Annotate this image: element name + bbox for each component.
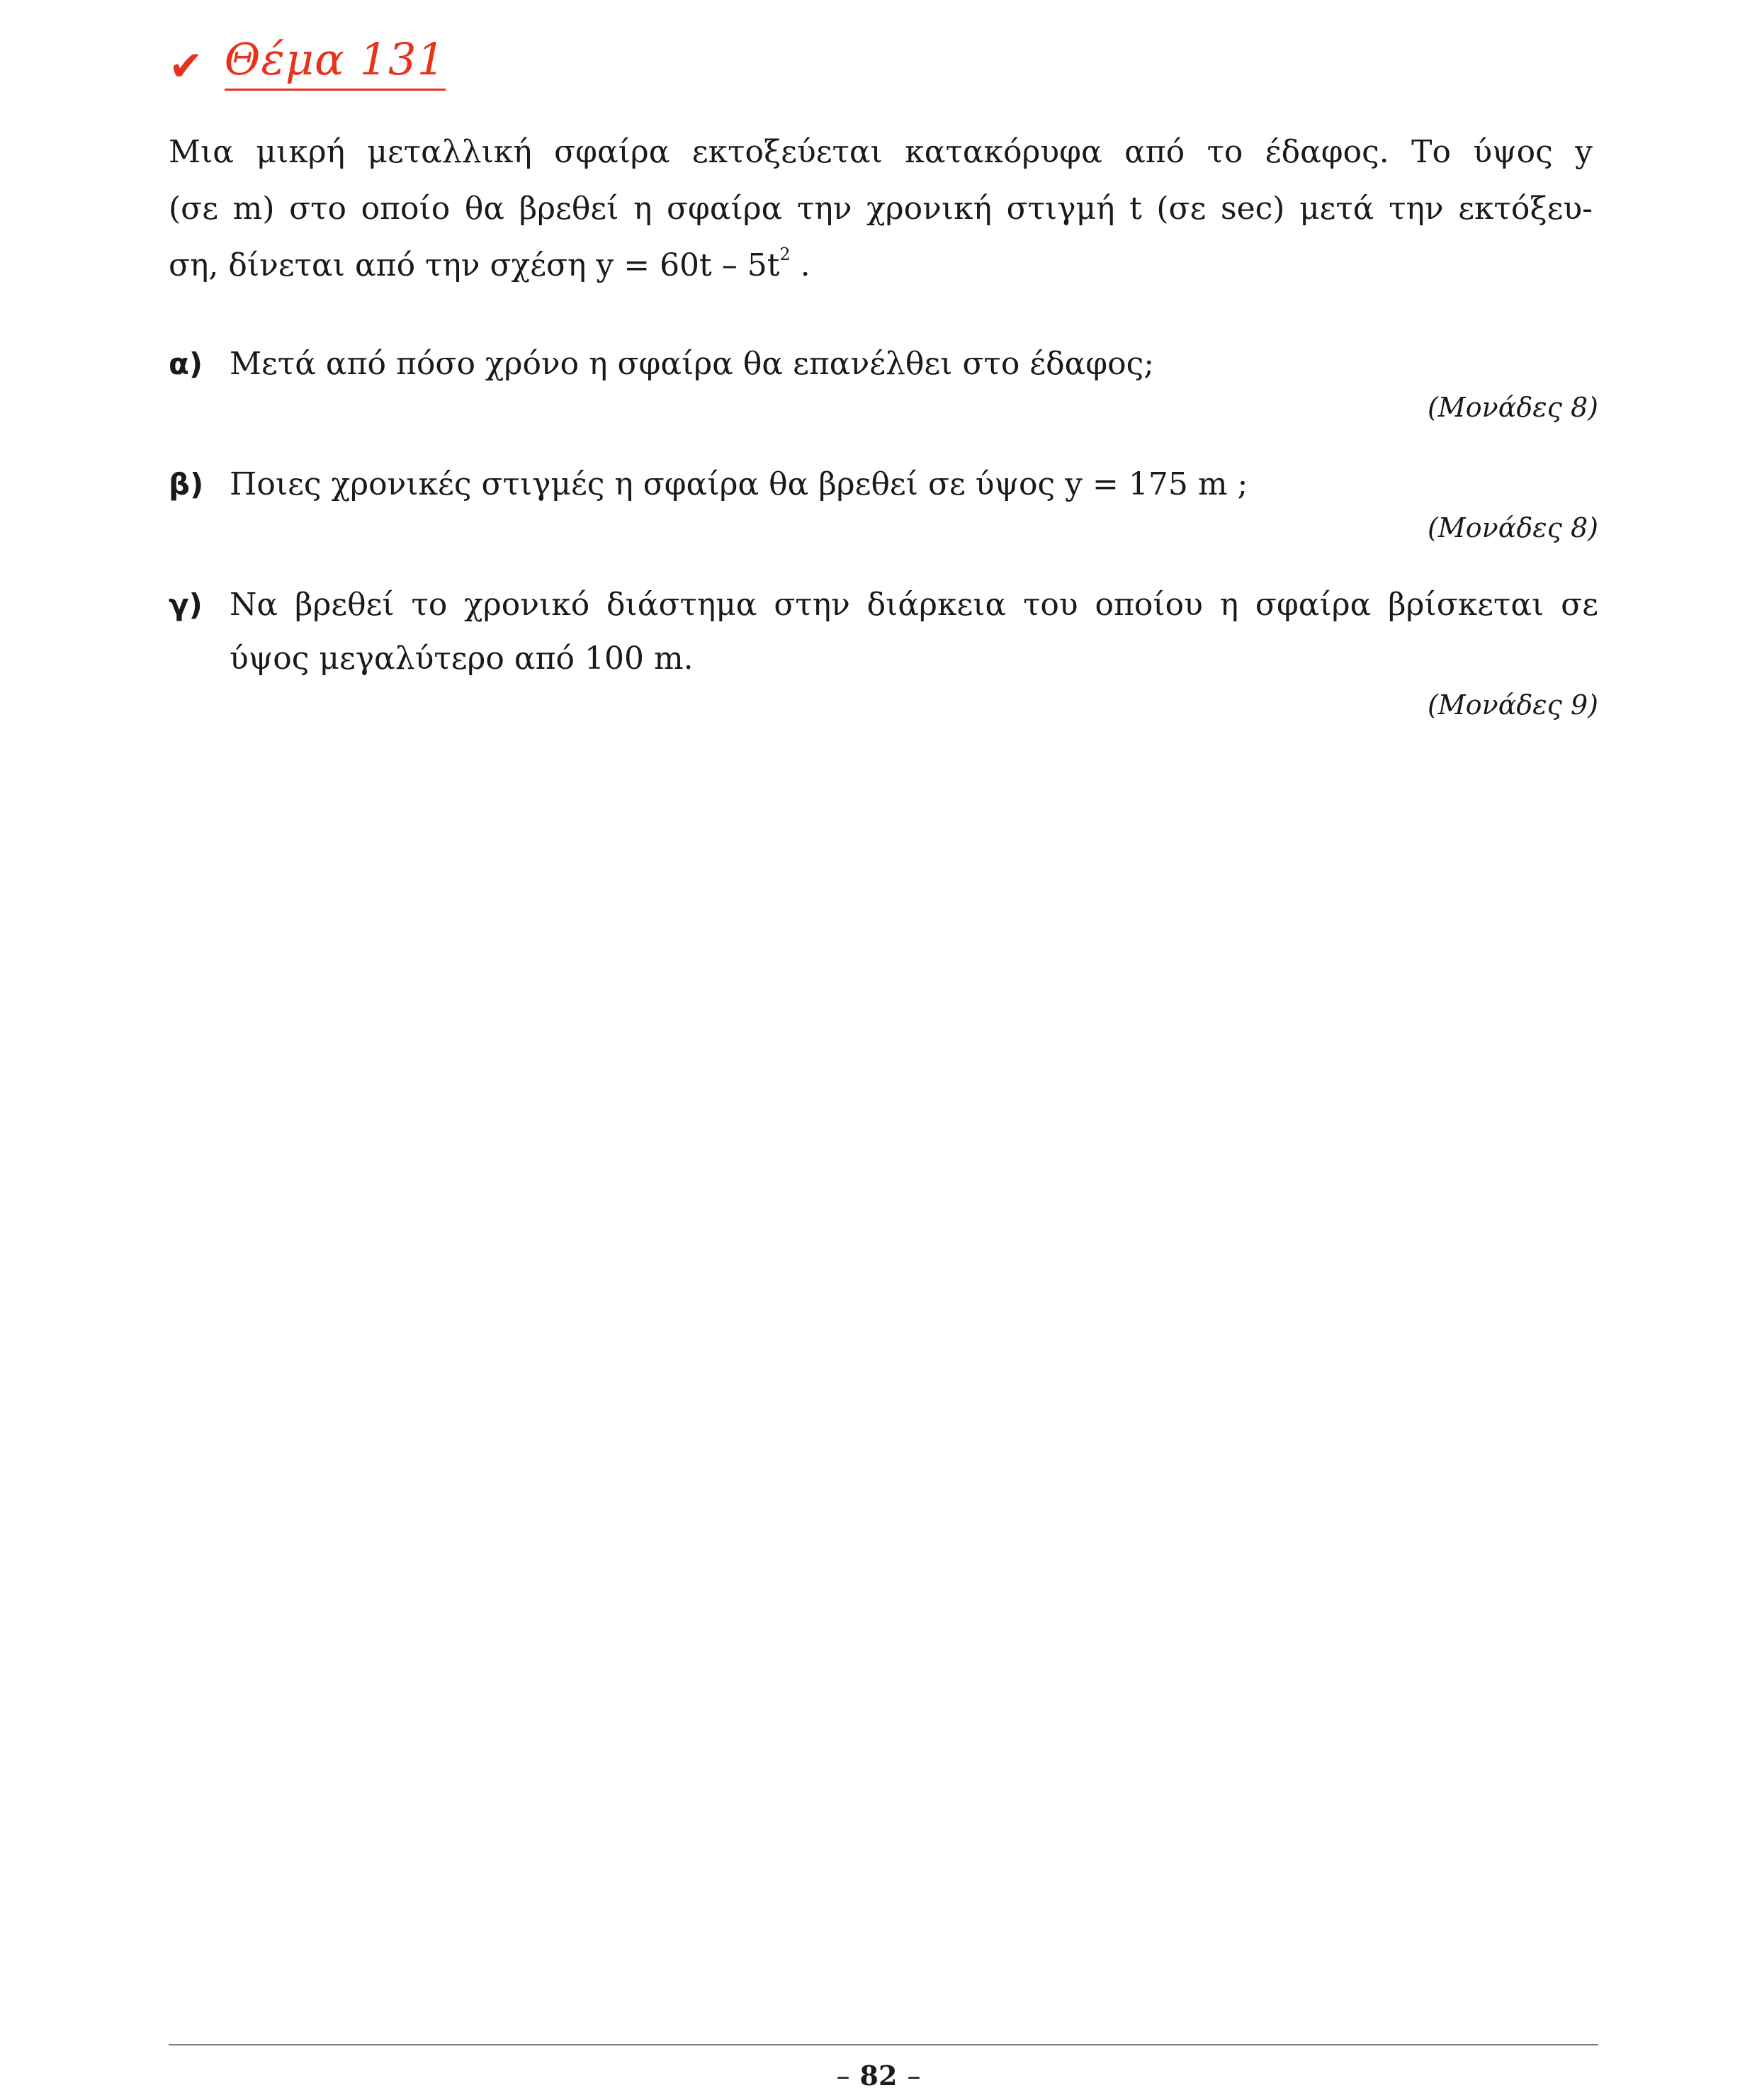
question-b [169,459,1598,546]
points-label: (Μονάδες 8) [1427,512,1598,543]
page-number-dash: – [836,2060,850,2091]
problem-line: (σε m) στο οποίο θα βρεθεί η σφαίρα την χρονική στιγμή t (σε sec) μετά την εκτόξευ- [169,191,1593,227]
problem-statement [169,124,1593,294]
points-label: (Μονάδες 8) [1427,392,1598,423]
page-number-value: 82 [859,2060,898,2091]
formula-text: ση, δίνεται από την σχέση y = 60t – 5t [169,247,780,283]
check-mark-icon: ✔ [169,42,203,90]
formula-end: . [790,247,810,283]
question-text: Ποιες χρονικές στιγμές η σφαίρα θα βρεθεί σε ύψος y = 175 m ; [230,466,1248,502]
question-letter: α) [169,346,203,381]
question-letter: γ) [169,587,203,622]
question-text: Να βρεθεί το χρονικό διάστημα στην διάρκεια του οποίου η σφαίρα βρίσκεται σε [230,587,1598,623]
problem-line: Μια μικρή μεταλλική σφαίρα εκτοξεύεται κατακόρυφα από το έδαφος. Το ύψος y [169,134,1593,170]
question-line [169,339,1598,390]
page-number-dash: – [907,2060,921,2091]
question-text-continued: ύψος μεγαλύτερο από 100 m. [230,640,694,677]
question-text: Μετά από πόσο χρόνο η σφαίρα θα επανέλθει στο έδαφος; [230,346,1155,382]
topic-header [169,27,446,91]
points-label: (Μονάδες 9) [1427,689,1598,721]
footer-divider [169,2044,1598,2045]
question-a [169,339,1598,425]
question-line [169,459,1598,510]
topic-title: Θέμα 131 [225,38,446,91]
formula-exponent: 2 [779,244,791,264]
question-c [169,580,1598,723]
question-line [169,580,1598,631]
page-number [0,2060,1757,2091]
problem-line-formula [169,237,1593,294]
question-letter: β) [169,467,204,502]
